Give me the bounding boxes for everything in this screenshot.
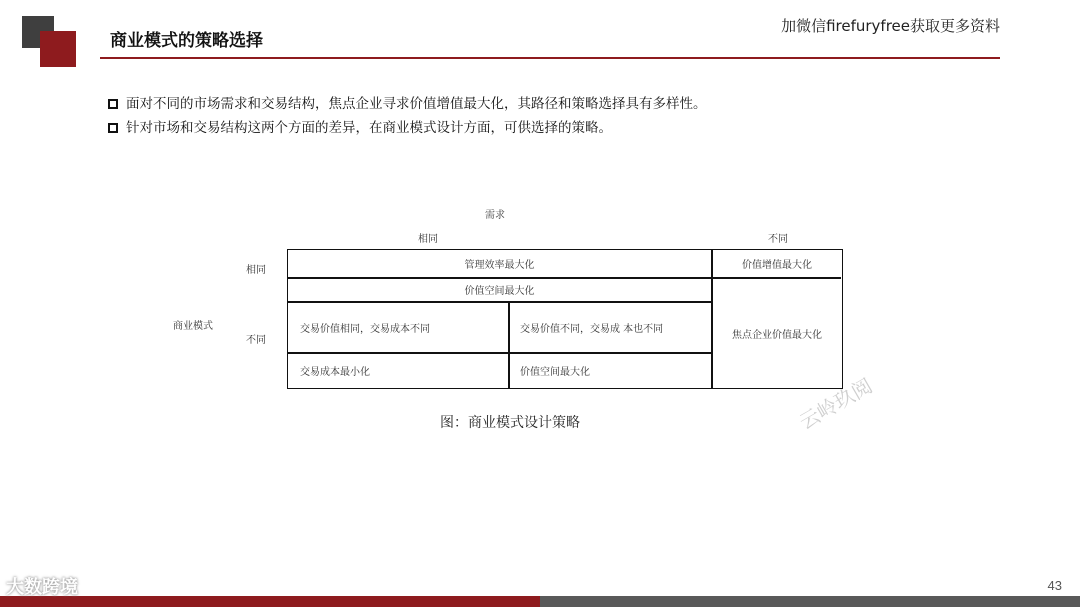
column-label-different: 不同 bbox=[768, 234, 788, 245]
cell-same-value-diff-cost: 交易价值相同，交易成本不同 bbox=[300, 323, 430, 335]
table-divider bbox=[508, 301, 510, 388]
page-number: 43 bbox=[1047, 578, 1062, 593]
row-label-same: 相同 bbox=[246, 265, 266, 276]
diagram-caption: 图：商业模式设计策略 bbox=[440, 415, 580, 431]
cell-value-space-max: 价值空间最大化 bbox=[520, 367, 590, 378]
footer-bar-dark bbox=[540, 596, 1080, 607]
bullet-text: 面对不同的市场需求和交易结构，焦点企业寻求价值增值最大化，其路径和策略选择具有多样性。 bbox=[126, 96, 707, 112]
watermark: 云岭玖阅 bbox=[795, 373, 877, 435]
cell-management-efficiency: 管理效率最大化 bbox=[464, 260, 535, 271]
page-title: 商业模式的策略选择 bbox=[110, 31, 263, 51]
cell-cost-minimize: 交易成本最小化 bbox=[300, 367, 370, 378]
axis-label-business-model: 商业模式 bbox=[173, 321, 213, 332]
row-label-different: 不同 bbox=[246, 335, 266, 346]
cell-value-space: 价值空间最大化 bbox=[464, 285, 535, 297]
strategy-table bbox=[287, 249, 843, 389]
footer-logo: 大数跨境 bbox=[6, 577, 78, 598]
bullet-text: 针对市场和交易结构这两个方面的差异，在商业模式设计方面，可供选择的策略。 bbox=[126, 120, 612, 136]
footer-bar-red bbox=[0, 596, 540, 607]
cell-value-added: 价值增值最大化 bbox=[742, 260, 812, 271]
cell-focal-firm-value: 焦点企业价值最大化 bbox=[732, 329, 822, 341]
cell-diff-value-diff-cost: 交易价值不同，交易成 本也不同 bbox=[520, 323, 664, 335]
column-label-same: 相同 bbox=[418, 234, 438, 245]
header-promo-text: 加微信firefuryfree获取更多资料 bbox=[781, 17, 1000, 35]
axis-label-demand: 需求 bbox=[485, 210, 505, 221]
